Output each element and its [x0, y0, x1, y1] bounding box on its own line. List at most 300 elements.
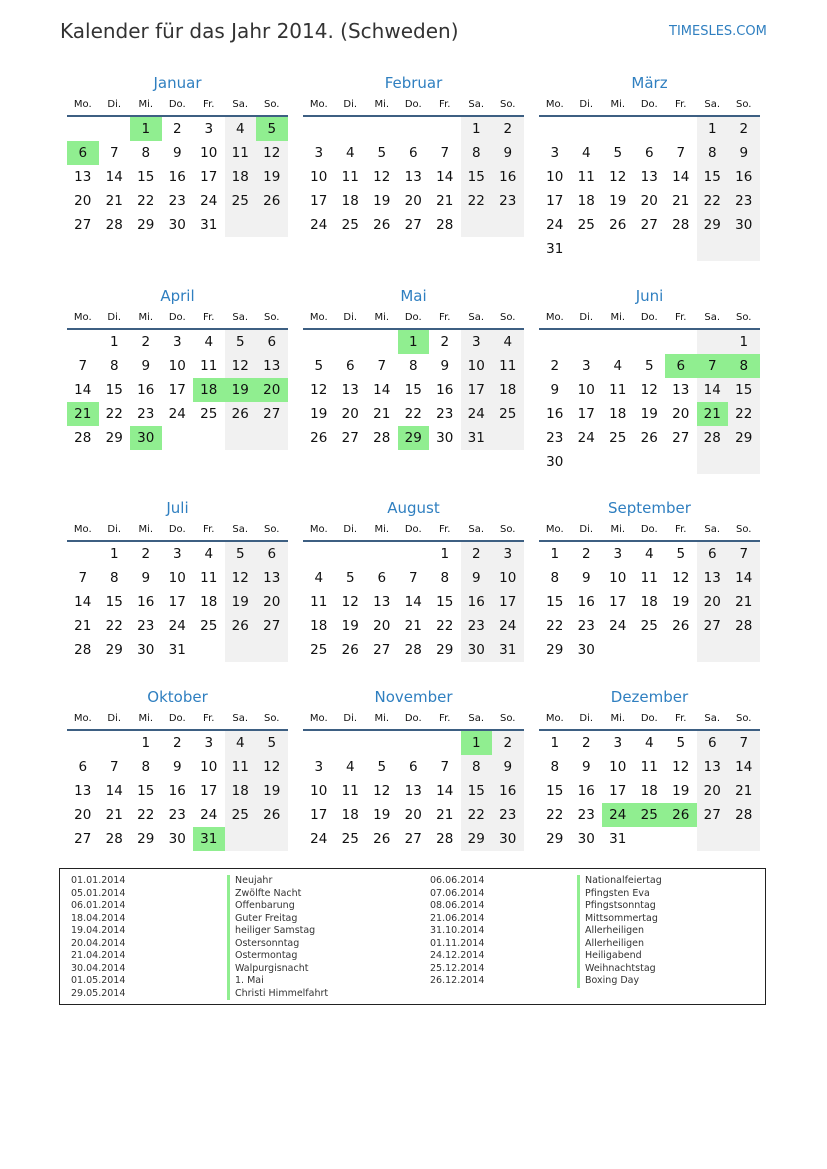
- month-name: Januar: [153, 74, 202, 92]
- day-cell: 27: [697, 614, 729, 638]
- empty-cell: [728, 827, 760, 851]
- day-cell: 24: [461, 402, 493, 426]
- empty-cell: [665, 237, 697, 261]
- day-cell: 26: [341, 642, 359, 658]
- day-cell: 20: [672, 406, 690, 422]
- month-0: [67, 70, 288, 237]
- month-name: März: [631, 74, 668, 92]
- day-cell: 15: [546, 783, 564, 799]
- day-cell: 1: [109, 334, 119, 350]
- weekday-label: Sa.: [232, 524, 249, 535]
- day-cell: 17: [200, 169, 218, 185]
- day-cell: 22: [137, 193, 155, 209]
- legend-date: 07.06.2014: [430, 887, 485, 899]
- legend-holiday-name: Weihnachtstag: [585, 962, 656, 974]
- day-cell: 9: [492, 141, 524, 165]
- weekday-label: So.: [736, 524, 752, 535]
- day-cell: 24: [310, 831, 328, 847]
- day-cell: 7: [109, 759, 119, 775]
- day-cell: 5: [256, 731, 288, 755]
- legend-dates-col1: [71, 875, 125, 1000]
- month-3: [67, 283, 288, 450]
- day-cell: 4: [345, 759, 355, 775]
- day-cell: 23: [492, 803, 524, 827]
- empty-cell: [634, 237, 666, 261]
- day-cell: 4: [644, 546, 654, 562]
- day-cell: 15: [461, 779, 493, 803]
- day-cell: 10: [200, 145, 218, 161]
- day-cell: 2: [492, 731, 524, 755]
- day-cell: 5: [225, 542, 257, 566]
- day-cell: 5: [225, 330, 257, 354]
- weekday-label: Mo.: [545, 713, 564, 724]
- month-9: [67, 684, 288, 851]
- day-cell: 27: [341, 430, 359, 446]
- day-cell: 4: [581, 145, 591, 161]
- legend-holiday-name: heiliger Samstag: [235, 925, 316, 936]
- legend-date: 21.04.2014: [71, 950, 126, 961]
- legend-date: 19.04.2014: [71, 925, 126, 936]
- day-cell: 21: [436, 193, 454, 209]
- legend-holiday-name: Nationalfeiertag: [585, 875, 662, 886]
- day-cell: 17: [461, 378, 493, 402]
- weekday-label: So.: [264, 312, 280, 323]
- day-cell: 1: [550, 735, 560, 751]
- day-cell: 14: [728, 755, 760, 779]
- day-cell: 18: [310, 618, 328, 634]
- empty-cell: [303, 117, 335, 141]
- day-cell: 12: [310, 382, 328, 398]
- empty-cell: [225, 638, 257, 662]
- legend-date: 01.05.2014: [71, 975, 126, 986]
- weekday-label: Fr.: [675, 524, 687, 535]
- weekday-label: Do.: [168, 312, 186, 323]
- day-cell: 13: [404, 783, 422, 799]
- day-cell: 19: [373, 807, 391, 823]
- day-grid: [303, 117, 524, 237]
- day-cell: 16: [577, 783, 595, 799]
- day-cell: 25: [492, 402, 524, 426]
- legend-date: 06.01.2014: [71, 900, 126, 911]
- day-cell: 27: [74, 831, 92, 847]
- weekday-label: Mo.: [73, 99, 92, 110]
- day-cell: 14: [105, 783, 123, 799]
- legend-names-col1: [227, 875, 328, 1000]
- day-cell: 21: [373, 406, 391, 422]
- weekday-label: Do.: [640, 524, 658, 535]
- day-cell: 31: [609, 831, 627, 847]
- day-cell: 17: [168, 594, 186, 610]
- month-6: [67, 495, 288, 662]
- legend-holiday-name: Ostermontag: [235, 950, 298, 961]
- day-cell: 8: [440, 570, 450, 586]
- weekday-label: Do.: [404, 99, 422, 110]
- day-cell: 3: [204, 121, 214, 137]
- empty-cell: [303, 731, 335, 755]
- day-cell: 4: [613, 358, 623, 374]
- legend-dates-col2: [430, 875, 484, 988]
- day-cell: 30: [577, 642, 595, 658]
- day-cell: 22: [137, 807, 155, 823]
- day-cell: 4: [492, 330, 524, 354]
- empty-cell: [492, 213, 524, 237]
- day-cell: 8: [697, 141, 729, 165]
- weekday-label: Di.: [579, 312, 594, 323]
- empty-cell: [225, 426, 257, 450]
- day-cell: 15: [728, 378, 760, 402]
- empty-cell: [634, 638, 666, 662]
- weekday-label: So.: [736, 713, 752, 724]
- day-cell: 15: [461, 165, 493, 189]
- day-cell: 13: [404, 169, 422, 185]
- weekday-label: Di.: [107, 713, 122, 724]
- day-cell: 7: [78, 358, 88, 374]
- day-grid: [303, 542, 524, 662]
- day-cell: 21: [672, 193, 690, 209]
- day-cell: 15: [546, 594, 564, 610]
- day-cell: 23: [436, 406, 454, 422]
- day-cell: 24: [168, 406, 186, 422]
- day-cell: 26: [609, 217, 627, 233]
- day-cell: 30: [168, 831, 186, 847]
- month-name: Dezember: [610, 688, 689, 706]
- day-cell: 6: [665, 354, 697, 378]
- weekday-label: Fr.: [203, 312, 215, 323]
- day-cell: 4: [345, 145, 355, 161]
- day-cell: 27: [672, 430, 690, 446]
- day-grid: [303, 330, 524, 450]
- day-cell: 19: [256, 779, 288, 803]
- weekday-label: Do.: [404, 524, 422, 535]
- weekday-label: Sa.: [704, 524, 721, 535]
- day-cell: 11: [225, 755, 257, 779]
- weekday-label: Sa.: [704, 99, 721, 110]
- empty-cell: [256, 827, 288, 851]
- day-cell: 24: [577, 430, 595, 446]
- day-cell: 14: [74, 594, 92, 610]
- day-cell: 8: [141, 759, 151, 775]
- legend-date: 26.12.2014: [430, 975, 485, 986]
- day-cell: 2: [172, 735, 182, 751]
- legend-date: 06.06.2014: [430, 875, 485, 886]
- empty-cell: [398, 117, 430, 141]
- day-cell: 1: [109, 546, 119, 562]
- day-grid: [539, 117, 760, 261]
- month-name: November: [374, 688, 453, 706]
- empty-cell: [697, 827, 729, 851]
- day-cell: 27: [404, 217, 422, 233]
- day-grid: [67, 117, 288, 237]
- legend-holiday-name: 1. Mai: [235, 975, 264, 986]
- empty-cell: [728, 450, 760, 474]
- day-cell: 24: [492, 614, 524, 638]
- day-cell: 21: [728, 590, 760, 614]
- day-cell: 18: [640, 783, 658, 799]
- empty-cell: [602, 117, 634, 141]
- day-cell: 9: [728, 141, 760, 165]
- day-cell: 11: [341, 783, 359, 799]
- empty-cell: [492, 426, 524, 450]
- weekday-header: [67, 709, 288, 731]
- day-cell: 27: [640, 217, 658, 233]
- day-cell: 5: [613, 145, 623, 161]
- day-cell: 31: [200, 217, 218, 233]
- empty-cell: [225, 827, 257, 851]
- day-cell: 13: [74, 783, 92, 799]
- day-cell: 25: [577, 217, 595, 233]
- day-cell: 18: [341, 193, 359, 209]
- day-cell: 9: [492, 755, 524, 779]
- day-cell: 20: [640, 193, 658, 209]
- weekday-header: [539, 520, 760, 542]
- empty-cell: [256, 638, 288, 662]
- day-cell: 23: [577, 618, 595, 634]
- empty-cell: [67, 117, 99, 141]
- day-cell: 25: [225, 189, 257, 213]
- day-cell: 6: [67, 141, 99, 165]
- day-cell: 4: [204, 546, 214, 562]
- day-cell: 1: [440, 546, 450, 562]
- day-cell: 16: [728, 165, 760, 189]
- day-cell: 28: [74, 642, 92, 658]
- day-cell: 9: [440, 358, 450, 374]
- legend-holiday-name: Walpurgisnacht: [235, 962, 309, 974]
- empty-cell: [225, 213, 257, 237]
- empty-cell: [634, 450, 666, 474]
- weekday-label: Mo.: [309, 713, 328, 724]
- legend-date: 01.01.2014: [71, 875, 126, 886]
- day-cell: 27: [373, 642, 391, 658]
- day-cell: 24: [200, 807, 218, 823]
- day-cell: 12: [672, 759, 690, 775]
- day-cell: 29: [105, 430, 123, 446]
- day-cell: 22: [105, 618, 123, 634]
- day-cell: 31: [168, 642, 186, 658]
- day-cell: 4: [644, 735, 654, 751]
- day-cell: 27: [74, 217, 92, 233]
- day-cell: 4: [314, 570, 324, 586]
- day-cell: 30: [137, 642, 155, 658]
- empty-cell: [697, 330, 729, 354]
- day-cell: 16: [137, 594, 155, 610]
- day-cell: 24: [200, 193, 218, 209]
- weekday-label: Fr.: [203, 713, 215, 724]
- day-cell: 9: [141, 570, 151, 586]
- day-cell: 30: [577, 831, 595, 847]
- weekday-label: Mi.: [374, 312, 390, 323]
- weekday-header: [539, 709, 760, 731]
- day-cell: 22: [461, 803, 493, 827]
- weekday-label: Fr.: [675, 312, 687, 323]
- weekday-label: So.: [500, 99, 516, 110]
- weekday-label: Do.: [640, 312, 658, 323]
- day-cell: 9: [550, 382, 560, 398]
- day-cell: 14: [672, 169, 690, 185]
- weekday-label: Mi.: [138, 99, 154, 110]
- weekday-label: Mo.: [73, 524, 92, 535]
- day-cell: 14: [373, 382, 391, 398]
- day-cell: 12: [225, 354, 257, 378]
- day-cell: 28: [436, 831, 454, 847]
- day-cell: 17: [168, 382, 186, 398]
- day-cell: 16: [137, 382, 155, 398]
- empty-cell: [539, 117, 571, 141]
- day-cell: 27: [404, 831, 422, 847]
- month-7: [303, 495, 524, 662]
- empty-cell: [665, 450, 697, 474]
- legend-date: 21.06.2014: [430, 912, 485, 924]
- day-cell: 17: [546, 193, 564, 209]
- day-cell: 24: [168, 618, 186, 634]
- day-cell: 7: [109, 145, 119, 161]
- day-cell: 14: [404, 594, 422, 610]
- empty-cell: [602, 450, 634, 474]
- empty-cell: [571, 450, 603, 474]
- empty-cell: [67, 330, 99, 354]
- day-cell: 15: [105, 382, 123, 398]
- day-cell: 22: [436, 618, 454, 634]
- day-cell: 8: [141, 145, 151, 161]
- day-cell: 1: [728, 330, 760, 354]
- month-8: [539, 495, 760, 662]
- day-cell: 10: [168, 570, 186, 586]
- day-cell: 27: [256, 402, 288, 426]
- empty-cell: [303, 542, 335, 566]
- legend-holiday-name: Guter Freitag: [235, 912, 298, 924]
- day-cell: 24: [609, 618, 627, 634]
- day-cell: 15: [137, 783, 155, 799]
- day-cell: 8: [109, 570, 119, 586]
- day-cell: 17: [609, 594, 627, 610]
- day-cell: 28: [373, 430, 391, 446]
- day-cell: 19: [672, 783, 690, 799]
- day-cell: 10: [200, 759, 218, 775]
- day-cell: 1: [550, 546, 560, 562]
- day-cell: 12: [256, 141, 288, 165]
- day-cell: 3: [550, 145, 560, 161]
- day-cell: 5: [314, 358, 324, 374]
- legend-date: 18.04.2014: [71, 912, 126, 924]
- day-cell: 17: [200, 783, 218, 799]
- empty-cell: [634, 330, 666, 354]
- day-cell: 23: [168, 807, 186, 823]
- empty-cell: [697, 237, 729, 261]
- weekday-label: So.: [736, 99, 752, 110]
- day-cell: 13: [256, 566, 288, 590]
- day-cell: 10: [609, 759, 627, 775]
- legend-holiday-name: Pfingsten Eva: [585, 887, 650, 899]
- day-cell: 28: [697, 426, 729, 450]
- day-cell: 13: [341, 382, 359, 398]
- day-cell: 6: [644, 145, 654, 161]
- day-cell: 29: [697, 213, 729, 237]
- empty-cell: [429, 731, 461, 755]
- day-cell: 19: [225, 378, 257, 402]
- day-cell: 11: [225, 141, 257, 165]
- day-cell: 1: [461, 731, 493, 755]
- day-cell: 30: [492, 827, 524, 851]
- legend-holiday-name: Mittsommertag: [585, 912, 658, 924]
- day-cell: 7: [377, 358, 387, 374]
- empty-cell: [665, 827, 697, 851]
- day-cell: 3: [314, 759, 324, 775]
- day-cell: 7: [440, 759, 450, 775]
- weekday-label: Sa.: [468, 524, 485, 535]
- legend-date: 25.12.2014: [430, 962, 485, 974]
- day-cell: 14: [728, 566, 760, 590]
- legend-date: 01.11.2014: [430, 937, 485, 949]
- weekday-label: So.: [500, 312, 516, 323]
- weekday-label: So.: [264, 99, 280, 110]
- day-cell: 3: [172, 546, 182, 562]
- empty-cell: [99, 117, 131, 141]
- day-cell: 22: [697, 189, 729, 213]
- day-cell: 25: [341, 217, 359, 233]
- weekday-label: Di.: [107, 312, 122, 323]
- month-name: Juli: [166, 499, 189, 517]
- brand-link[interactable]: TIMESLES.COM: [669, 24, 767, 39]
- weekday-label: Mi.: [610, 713, 626, 724]
- empty-cell: [665, 330, 697, 354]
- legend-holiday-name: Allerheiligen: [585, 925, 645, 936]
- day-cell: 26: [373, 217, 391, 233]
- day-cell: 11: [640, 759, 658, 775]
- day-cell: 18: [341, 807, 359, 823]
- month-2: [539, 70, 760, 261]
- weekday-label: Mo.: [545, 99, 564, 110]
- day-cell: 8: [461, 141, 493, 165]
- day-cell: 19: [373, 193, 391, 209]
- day-cell: 16: [577, 594, 595, 610]
- day-cell: 14: [436, 783, 454, 799]
- weekday-label: Fr.: [675, 99, 687, 110]
- empty-cell: [335, 542, 367, 566]
- day-cell: 5: [377, 145, 387, 161]
- day-cell: 28: [74, 430, 92, 446]
- day-cell: 8: [728, 354, 760, 378]
- weekday-label: Mi.: [138, 312, 154, 323]
- day-cell: 3: [204, 735, 214, 751]
- day-cell: 6: [377, 570, 387, 586]
- day-cell: 5: [676, 735, 686, 751]
- day-cell: 10: [461, 354, 493, 378]
- empty-cell: [67, 731, 99, 755]
- day-cell: 23: [168, 193, 186, 209]
- weekday-header: [303, 95, 524, 117]
- empty-cell: [335, 731, 367, 755]
- empty-cell: [429, 117, 461, 141]
- day-cell: 2: [440, 334, 450, 350]
- day-cell: 29: [546, 831, 564, 847]
- day-cell: 6: [345, 358, 355, 374]
- day-cell: 23: [461, 614, 493, 638]
- day-cell: 16: [436, 382, 454, 398]
- day-cell: 7: [408, 570, 418, 586]
- day-cell: 16: [168, 169, 186, 185]
- month-name: Juni: [635, 287, 664, 305]
- day-cell: 15: [436, 594, 454, 610]
- day-cell: 30: [728, 213, 760, 237]
- weekday-label: Mi.: [374, 99, 390, 110]
- weekday-label: Mi.: [610, 312, 626, 323]
- day-cell: 23: [728, 189, 760, 213]
- empty-cell: [665, 117, 697, 141]
- day-cell: 9: [581, 570, 591, 586]
- weekday-header: [303, 709, 524, 731]
- day-cell: 8: [550, 570, 560, 586]
- day-cell: 29: [105, 642, 123, 658]
- weekday-label: Sa.: [468, 713, 485, 724]
